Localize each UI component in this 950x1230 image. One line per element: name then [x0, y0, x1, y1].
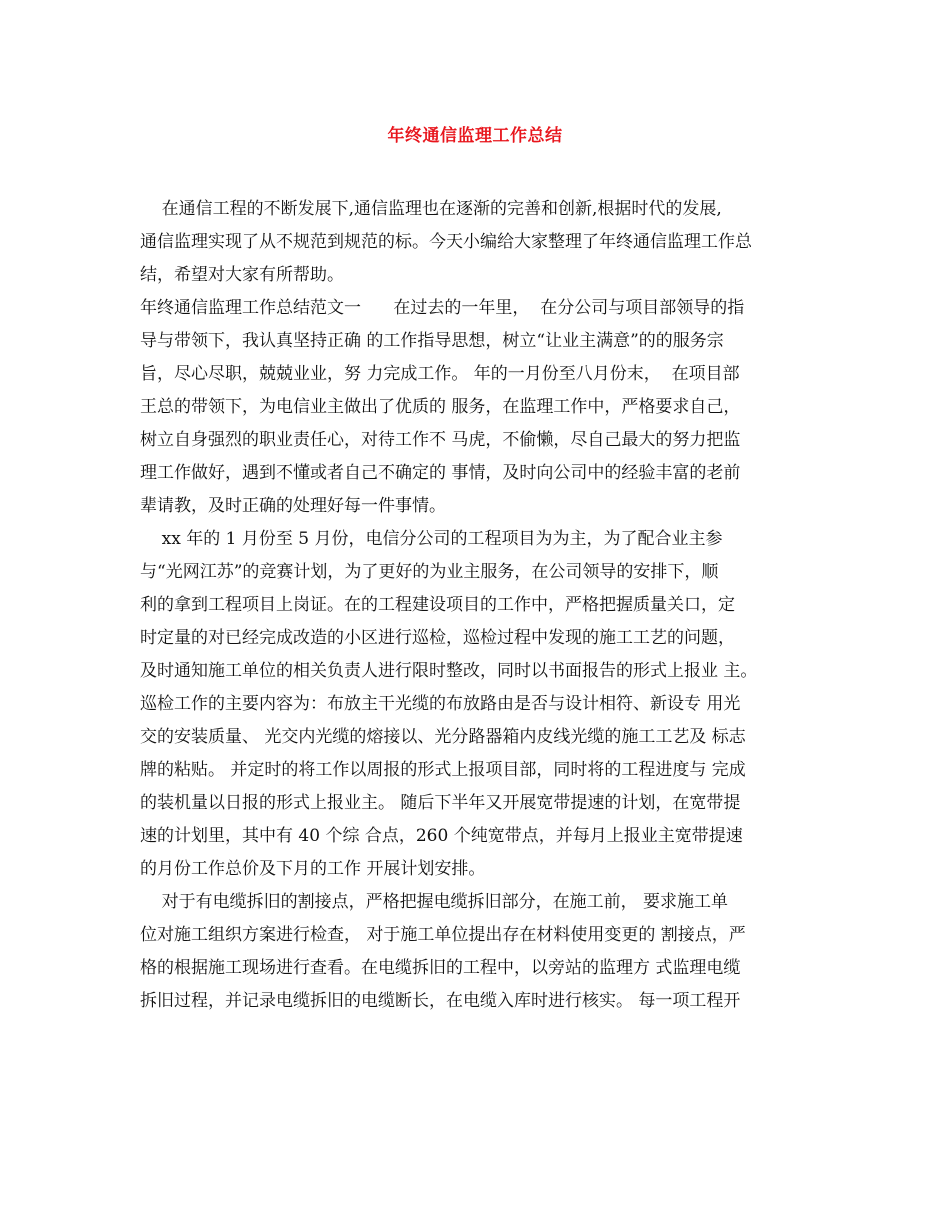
text-line: 巡检工作的主要内容为：布放主干光缆的布放路由是否与设计相符、新设专 用光 [140, 694, 741, 714]
text-line: 旨，尽心尽职，兢兢业业，努 力完成工作。 年的一月份至八月份末， 在项目部 [140, 364, 740, 384]
text-line: 与“光网江苏”的竞赛计划，为了更好的为业主服务，在公司领导的安排下，顺 [140, 562, 719, 582]
text-line: 交的安装质量、 光交内光缆的熔接以、光分路器箱内皮线光缆的施工工艺及 标志 [140, 727, 746, 747]
text-line: 树立自身强烈的职业责任心，对待工作不 马虎，不偷懒，尽自己最大的努力把监 [140, 430, 741, 450]
text-line: 辈请教，及时正确的处理好每一件事情。 [140, 496, 446, 516]
text-line: 的装机量以日报的形式上报业主。 随后下半年又开展宽带提速的计划，在宽带提 [140, 793, 741, 813]
document-title: 年终通信监理工作总结 [387, 126, 563, 146]
text-line: 及时通知施工单位的相关负责人进行限时整改，同时以书面报告的形式上报业 主。 [140, 661, 758, 681]
text-line: 时定量的对已经完成改造的小区进行巡检，巡检过程中发现的施工工艺的问题， [140, 628, 735, 648]
document-body [140, 193, 810, 1018]
text-line: 拆旧过程，并记录电缆拆旧的电缆断长，在电缆入库时进行核实。 每一项工程开 [140, 991, 741, 1011]
text-line: 利的拿到工程项目上岗证。在的工程建设项目的工作中，严格把握质量关口，定 [140, 595, 735, 615]
text-line: 位对施工组织方案进行检查， 对于施工单位提出存在材料使用变更的 割接点，严 [140, 925, 746, 945]
text-line: 通信监理实现了从不规范到规范的标。今天小编给大家整理了年终通信监理工作总 [140, 232, 752, 252]
text-line: 的月份工作总价及下月的工作 开展计划安排。 [140, 859, 486, 879]
text-line: 对于有电缆拆旧的割接点，严格把握电缆拆旧部分，在施工前， 要求施工单 [140, 892, 729, 912]
text-line: 王总的带领下，为电信业主做出了优质的 服务，在监理工作中，严格要求自己， [140, 397, 741, 417]
text-line: xx 年的 1 月份至 5 月份，电信分公司的工程项目为为主，为了配合业主参 [140, 529, 723, 549]
text-line: 在通信工程的不断发展下,通信监理也在逐渐的完善和创新,根据时代的发展, [140, 199, 722, 219]
text-line: 年终通信监理工作总结范文一 在过去的一年里， 在分公司与项目部领导的指 [140, 298, 745, 318]
text-line: 格的根据施工现场进行查看。在电缆拆旧的工程中，以旁站的监理方 式监理电缆 [140, 958, 741, 978]
text-line: 导与带领下，我认真坚持正确 的工作指导思想，树立“让业主满意”的的服务宗 [140, 331, 724, 351]
text-line: 牌的粘贴。 并定时的将工作以周报的形式上报项目部，同时将的工程进度与 完成 [140, 760, 746, 780]
text-line: 结，希望对大家有所帮助。 [140, 265, 344, 285]
text-line: 理工作做好，遇到不懂或者自己不确定的 事情，及时向公司中的经验丰富的老前 [140, 463, 741, 483]
text-line: 速的计划里，其中有 40 个综 合点，260 个纯宽带点，并每月上报业主宽带提速 [140, 826, 743, 846]
